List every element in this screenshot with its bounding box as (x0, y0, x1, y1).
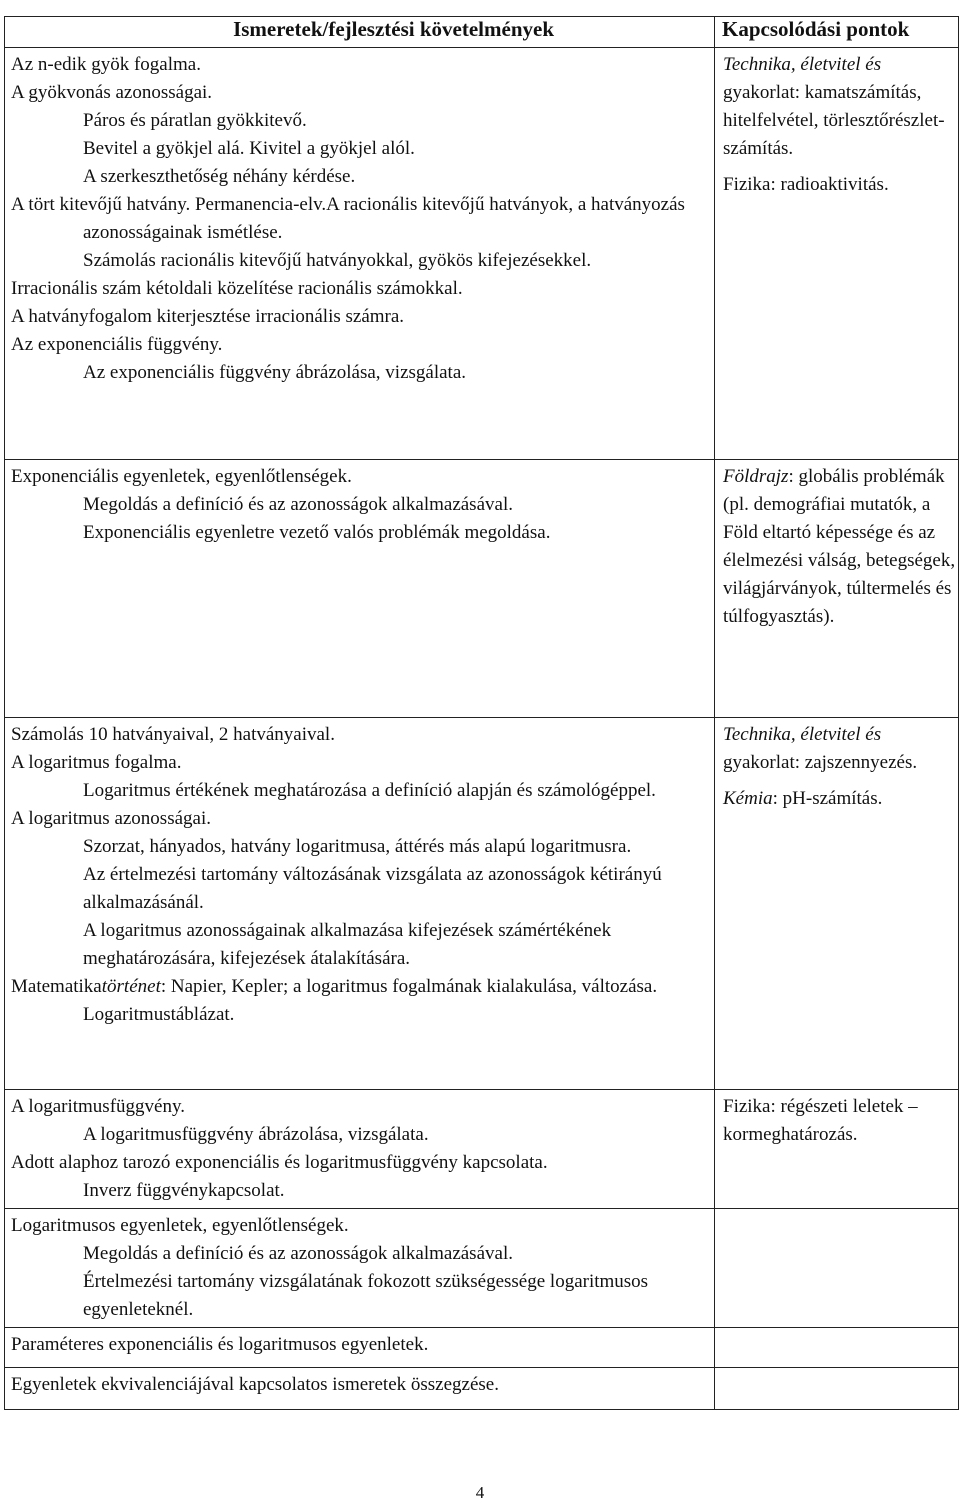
requirement-line: Logaritmus értékének meghatározása a definíció alapján és számológéppel. (83, 780, 656, 801)
requirement-line: Matematikatörténet: Napier, Kepler; a logaritmus fogalmának kialakulása, változása. Logaritmustáblázat. (11, 976, 658, 1025)
requirement-line: Számolás 10 hatványaival, 2 hatványaival. (11, 724, 335, 745)
header-connections: Kapcsolódási pontok (715, 17, 959, 48)
requirements-cell (5, 1328, 715, 1368)
connection-item (723, 1093, 958, 1149)
table-header-row (5, 17, 959, 48)
requirement-line: Az értelmezési tartomány változásának vizsgálata az azonosságok kétirányú alkalmazásánál. (83, 864, 662, 913)
connections-cell (715, 48, 959, 460)
connection-text: pH-számítás. (777, 788, 883, 809)
header-requirements: Ismeretek/fejlesztési követelmények (5, 17, 715, 48)
connection-subject: Kémia: (723, 788, 778, 809)
requirement-line: Megoldás a definíció és az azonosságok alkalmazásával. (83, 494, 513, 515)
table-row (5, 1328, 959, 1368)
connection-subject: Technika, életvitel és gyakorlat: (723, 724, 882, 773)
connection-subject: Fizika: (723, 1096, 776, 1117)
requirements-cell (5, 48, 715, 460)
connection-text: kamatszámítás, hitelfelvétel, törlesztőrészlet-számítás. (723, 82, 945, 159)
connection-text: régészeti leletek – kormeghatározás. (723, 1096, 918, 1145)
requirement-line: Szorzat, hányados, hatvány logaritmusa, áttérés más alapú logaritmusra. (83, 836, 632, 857)
table-row (5, 718, 959, 1090)
requirement-line: A logaritmusfüggvény ábrázolása, vizsgálata. (83, 1124, 429, 1145)
requirement-line: Az n-edik gyök fogalma. (11, 54, 201, 75)
requirement-line: Páros és páratlan gyökkitevő. (83, 110, 307, 131)
requirements-cell (5, 1209, 715, 1328)
connection-subject: Technika, életvitel és gyakorlat: (723, 54, 882, 103)
connections-cell (715, 1368, 959, 1410)
requirement-line: A logaritmusfüggvény. (11, 1096, 185, 1117)
requirements-cell (5, 718, 715, 1090)
connections-cell (715, 1328, 959, 1368)
connections-cell (715, 1090, 959, 1209)
connection-text: globális problémák (pl. demográfiai mutatók, a Föld eltartó képessége és az élelmezési válság, betegségek, világjárványok, túltermelés és túlfogyasztás). (723, 466, 956, 627)
connections-cell (715, 718, 959, 1090)
requirements-cell (5, 1090, 715, 1209)
table-row (5, 1368, 959, 1410)
requirement-line: Irracionális szám kétoldali közelítése racionális számokkal. (11, 278, 463, 299)
connection-subject: Fizika: (723, 174, 776, 195)
requirement-line: Bevitel a gyökjel alá. Kivitel a gyökjel alól. (83, 138, 415, 159)
requirement-line: Adott alaphoz tarozó exponenciális és logaritmusfüggvény kapcsolata. (11, 1152, 548, 1173)
connection-text: zajszennyezés. (800, 752, 918, 773)
table-row (5, 48, 959, 460)
connection-item (723, 171, 958, 199)
connection-item (723, 51, 958, 163)
requirement-line: Értelmezési tartomány vizsgálatának fokozott szükségessége logaritmusos egyenleteknél. (83, 1271, 649, 1320)
table-row (5, 1209, 959, 1328)
requirement-line: A gyökvonás azonosságai. (11, 82, 213, 103)
requirement-line: Inverz függvénykapcsolat. (83, 1180, 285, 1201)
table-row (5, 460, 959, 718)
requirement-line: A logaritmus azonosságainak alkalmazása kifejezések számértékének meghatározására, kifejezések átalakítására. (83, 920, 612, 969)
requirement-line: Az exponenciális függvény. (11, 334, 223, 355)
requirement-line: A tört kitevőjű hatvány. Permanencia-elv.A racionális kitevőjű hatványok, a hatványozás azonosságainak ismétlése. (11, 194, 685, 243)
curriculum-table (4, 16, 959, 1410)
requirement-line: Az exponenciális függvény ábrázolása, vizsgálata. (83, 362, 467, 383)
connection-subject: Földrajz: (723, 466, 794, 487)
page-number: 4 (475, 1483, 485, 1502)
requirement-line: Exponenciális egyenletek, egyenlőtlenségek. (11, 466, 352, 487)
requirement-line: A hatványfogalom kiterjesztése irracionális számra. (11, 306, 405, 327)
requirement-line: A szerkeszthetőség néhány kérdése. (83, 166, 356, 187)
connection-text: radioaktivitás. (775, 174, 889, 195)
requirements-cell (5, 1368, 715, 1410)
requirement-line: Exponenciális egyenletre vezető valós problémák megoldása. (83, 522, 551, 543)
table-row (5, 1090, 959, 1209)
connections-cell (715, 1209, 959, 1328)
requirement-line: Megoldás a definíció és az azonosságok alkalmazásával. (83, 1243, 513, 1264)
requirement-line: Paraméteres exponenciális és logaritmusos egyenletek. (11, 1334, 429, 1355)
connection-item (723, 463, 958, 631)
connections-cell (715, 460, 959, 718)
requirement-line: A logaritmus azonosságai. (11, 808, 211, 829)
requirement-line: Számolás racionális kitevőjű hatványokkal, gyökös kifejezésekkel. (83, 250, 592, 271)
requirement-line: Logaritmusos egyenletek, egyenlőtlenségek. (11, 1215, 349, 1236)
connection-item (723, 721, 958, 777)
requirement-line: A logaritmus fogalma. (11, 752, 182, 773)
connection-item (723, 785, 958, 813)
requirement-line: Egyenletek ekvivalenciájával kapcsolatos ismeretek összegzése. (11, 1374, 499, 1395)
requirements-cell (5, 460, 715, 718)
